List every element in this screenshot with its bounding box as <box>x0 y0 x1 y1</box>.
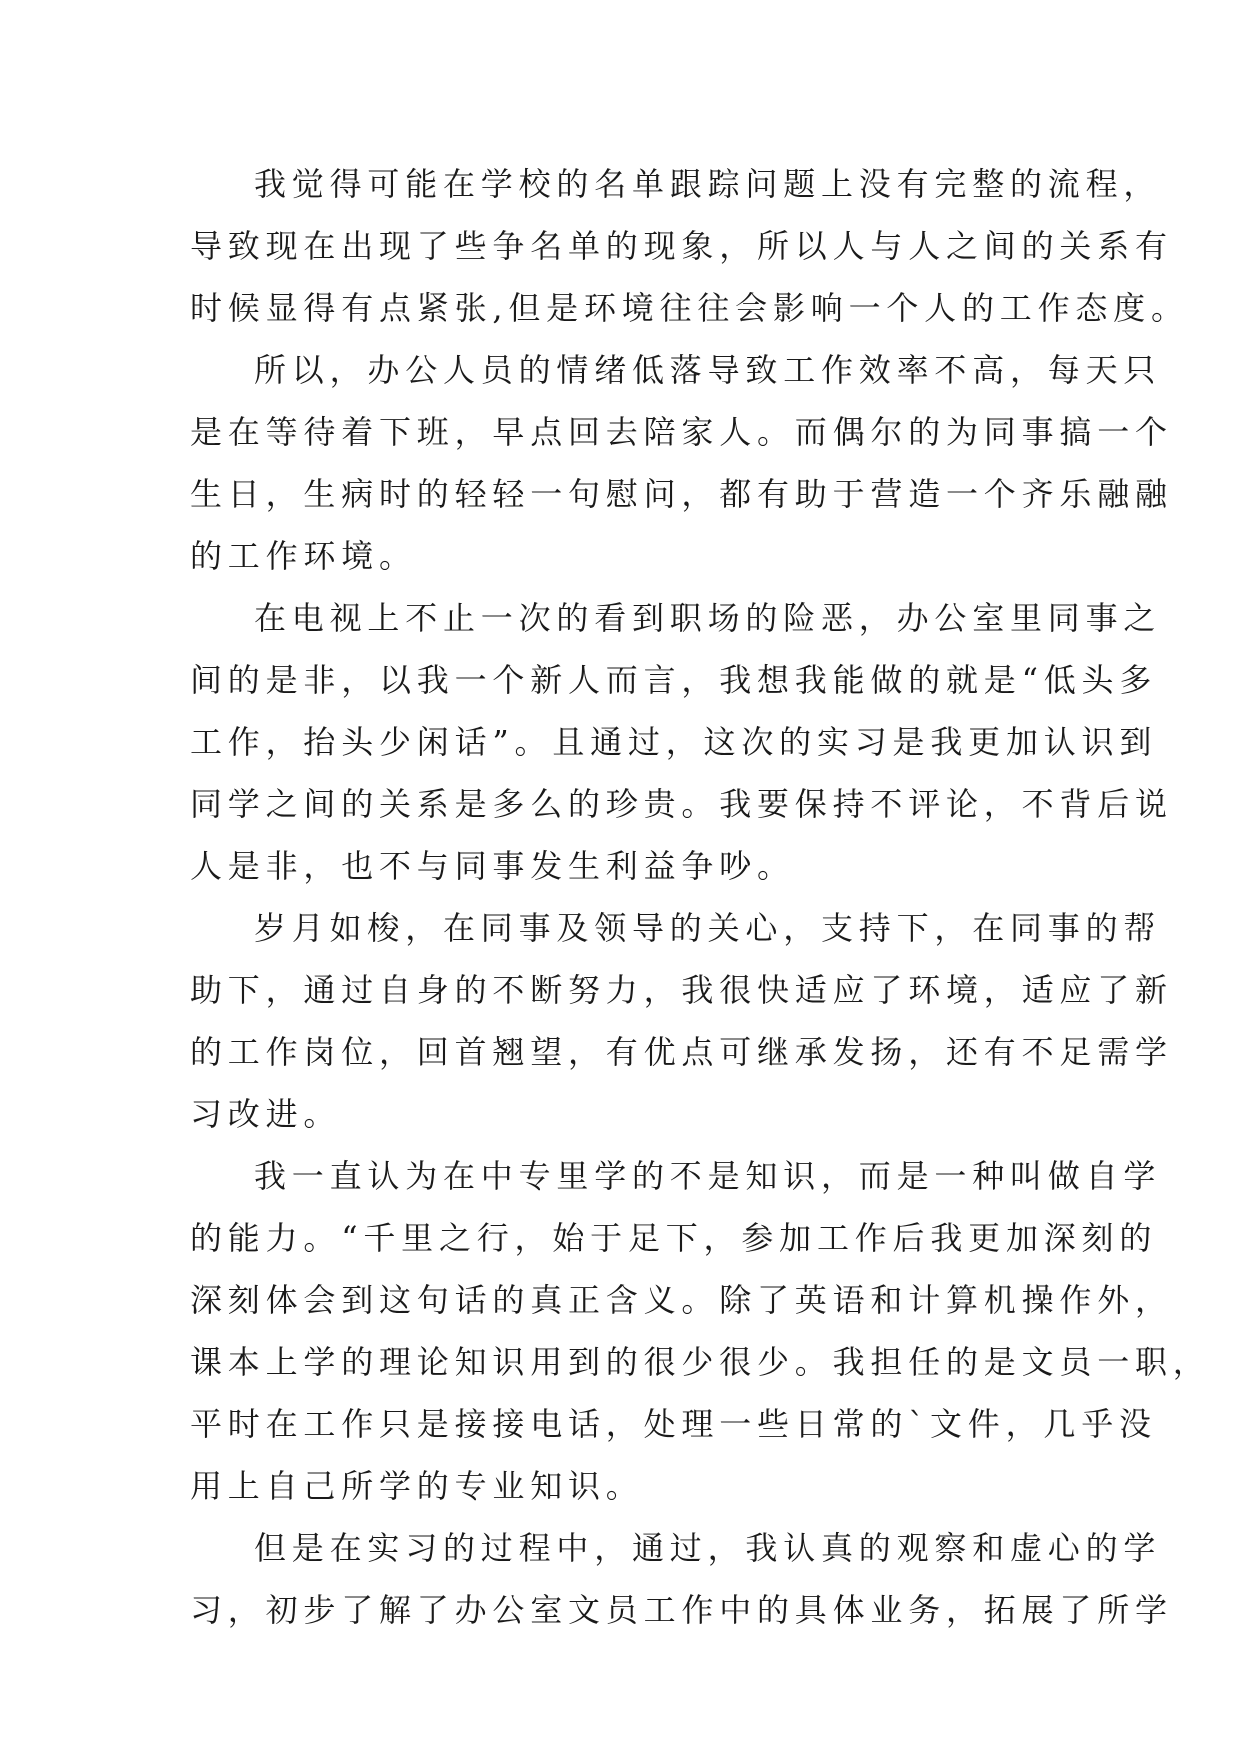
text-line: 助下，通过自身的不断努力，我很快适应了环境，适应了新 <box>190 971 1173 1009</box>
text-line: 同学之间的关系是多么的珍贵。我要保持不评论，不背后说 <box>190 785 1173 823</box>
text-line: 习，初步了解了办公室文员工作中的具体业务，拓展了所学 <box>190 1591 1173 1629</box>
text-line: 平时在工作只是接接电话，处理一些日常的`文件，几乎没 <box>190 1405 1157 1443</box>
text-line: 岁月如梭，在同事及领导的关心，支持下，在同事的帮 <box>254 909 1162 947</box>
text-line: 在电视上不止一次的看到职场的险恶，办公室里同事之 <box>254 599 1162 637</box>
text-line: 习改进。 <box>190 1095 342 1133</box>
text-line: 工作，抬头少闲话”。且通过，这次的实习是我更加认识到 <box>190 723 1158 761</box>
text-line: 是在等待着下班，早点回去陪家人。而偶尔的为同事搞一个 <box>190 413 1173 451</box>
text-line: 时候显得有点紧张,但是环境往往会影响一个人的工作态度。 <box>190 289 1189 327</box>
text-line: 的能力。“千里之行，始于足下，参加工作后我更加深刻的 <box>190 1219 1158 1257</box>
body-text <box>190 153 1211 1641</box>
text-line: 人是非，也不与同事发生利益争吵。 <box>190 847 795 885</box>
text-line: 我一直认为在中专里学的不是知识，而是一种叫做自学 <box>254 1157 1162 1195</box>
text-line: 生日，生病时的轻轻一句慰问，都有助于营造一个齐乐融融 <box>190 475 1173 513</box>
text-line: 的工作环境。 <box>190 537 417 575</box>
paragraph-2 <box>190 339 1173 587</box>
text-line: 所以，办公人员的情绪低落导致工作效率不高，每天只 <box>254 351 1162 389</box>
text-line: 我觉得可能在学校的名单跟踪问题上没有完整的流程， <box>254 165 1162 203</box>
paragraph-5 <box>190 1145 1211 1517</box>
text-line: 深刻体会到这句话的真正含义。除了英语和计算机操作外， <box>190 1281 1173 1319</box>
paragraph-6 <box>190 1517 1173 1641</box>
text-line: 但是在实习的过程中，通过，我认真的观察和虚心的学 <box>254 1529 1162 1567</box>
text-line: 课本上学的理论知识用到的很少很少。我担任的是文员一职， <box>190 1343 1211 1381</box>
text-line: 用上自己所学的专业知识。 <box>190 1467 644 1505</box>
paragraph-1 <box>190 153 1189 339</box>
paragraph-4 <box>190 897 1173 1145</box>
paragraph-3 <box>190 587 1173 897</box>
text-line: 间的是非，以我一个新人而言，我想我能做的就是“低头多 <box>190 661 1158 699</box>
text-line: 的工作岗位，回首翘望，有优点可继承发扬，还有不足需学 <box>190 1033 1173 1071</box>
text-line: 导致现在出现了些争名单的现象，所以人与人之间的关系有 <box>190 227 1173 265</box>
